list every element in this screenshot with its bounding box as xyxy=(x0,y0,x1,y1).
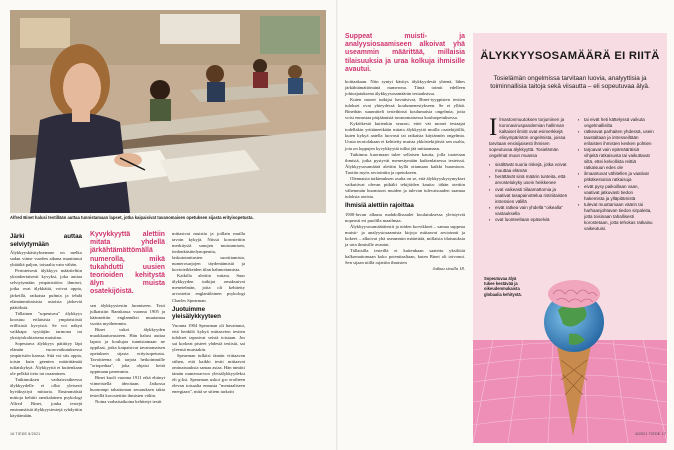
paragraph: Binet kuoli vuonna 1911 eikä ehtinyt viimeistellä ideoitaan. Jatkossa huonompi tahattoman seurauksen takia testeillä korostettiin ihmisten väliin. xyxy=(90,375,165,399)
paragraph: Vuonna 1904 Spearman oli havainnut, että henkilö kykyä mittaavien testien tulokset tapasivat seistä toisiaan. Jos sai korkeat pisteet yhdestä testistä, sai yleensä muistakin. xyxy=(172,322,245,352)
paragraph: Sopeutuva älykkyys pätittiyy läpi elämän vuorovaikutuksessa ympäristön kanssa. Sitä voi siis oppia, toisin kuin geenien määrittämää tuliaiskykyä. Älykkyyttä ei kuitenkaan ole pelkkä tieto tai osaaminen. xyxy=(10,340,82,377)
bullet-item: ▪ ovat luonteeltaan epäselviä xyxy=(489,217,571,223)
bullet-item: ▪ tai eivät heti kättelyssä vaikuta ongelmallisilta xyxy=(578,117,654,129)
pull-quote-left: Kyvykkyyttä alettiin mitata yhdellä järkähtämättömällä numerolla, mikä tukahdutti uusien teorioiden kehitystä älyn muista osatekijöistä. xyxy=(90,231,165,296)
paragraph: Spearman tulkitsi tämän viittaavan siihen, että kaikki testit mittaavat ominaisuuksia samaa asiaa. Hän nimitti tämän numeroarvon yleisälykkyydeksi eli g:ksi. Spearman uskoi g:n eroiheen elevan toisaalta ennusta "mentaaliseen energiaan", mitä se sittem tarkoitt xyxy=(172,352,245,395)
sidebar-column-right xyxy=(578,117,654,232)
heading-jarki: Järki auttaa selviytymään xyxy=(10,233,82,248)
paragraph: Tällainen "sopeutuva" älykkyys koostuu erilaisista ympäristöstä erillisistä kyvyistä. Se voi näkyä vaikkapa syyttäjän tarmona tai yksityiskohtaisena muistina. xyxy=(10,310,82,340)
illustration-caption: Sopeutuvaa älyä tukee kestävää ja oikeudenmukaista globaalia kehitystä. xyxy=(484,276,522,297)
heading-rajoittaa: Ihmisiä alettiin rajoittaa xyxy=(345,201,414,209)
sidebar-lead: Tosielämän ongelmissa tarvitaan luovia, analyyttisia ja toiminnallisia taitoja sekä viisautta – eli sopeutuvaa älyä. xyxy=(490,75,650,91)
paragraph: Älykkyyskäsityksemme on melko sadan viime vuoden aikana muuttunut yhtäältä paljon, toisaalta vain vähän. xyxy=(10,250,82,268)
paragraph: Perinteisesti älykkyys määriteltiin yksinkertaisesti kyvyksi, joka auttaa selviytymään ympäristöön: ihmiset, jotka ovat älykkäitä, voivat oppia, järkeillä, ratkaista pulmia ja tehdä elämänmittaisista asioista järkeviä päätöksiä. xyxy=(10,268,82,310)
paragraph: 1900-luvun alkuna mahdollisuudet koulutuksessa yleistyivät nopeasti eri puolilla maailmaa. xyxy=(345,211,465,223)
bullet-item: ▪ ratkeavat parhaiten yhdessä, usein taustaltaan ja intresseiltään erilaisten ihmisten kesken pohtien xyxy=(578,129,654,147)
paragraph: Tutkimus kuormaan tulee sellaisen kautta, jolla tuotetaan ihmisiä, jotka pystyvät menestymään kaikenlaisessa testeissä. Älykkyysosamäärä alettiin kyllä ottamaan kaikki huomioon. Tuotiin myös arviointiin ja opetukseen. xyxy=(345,151,465,175)
paragraph: Tutkimuksen varhaisvaiheessa älykkyydelle ei ollut yleisesti hyväksyttyä mittaria. Ensimmäisiä mittoja kehitti ranskalainen psykologi Alfred Binet, jonka testejä ensimmäisiä älykkyystestejä ryhdyttiin käyttämään. xyxy=(10,377,82,419)
bullet-item: ▪ ovat vaikeasti tiilaamattomia ja vaativat tasapainottelua ristiriitaisten intressien välillä xyxy=(489,187,571,205)
left-column-2 xyxy=(90,231,165,405)
left-column-1 xyxy=(10,231,82,420)
bullet-item: ▪ tulevat muuttamaan väärin tai harhaanjohtavan tiedon sirpaleita, jotta toisinaan tahallisesti korostetaan, jotta tehokas ratkaisu vaikeutuisi. xyxy=(578,202,654,232)
sidebar-title: ÄLYKKYYSOSAMÄÄRÄ EI RIITÄ xyxy=(480,50,660,62)
bullet-item: ▪ eivät pysy paikoillaan vaan, vaativat jatkuvasti tiedon hakemista ja ylläpitämistä xyxy=(578,184,654,202)
classroom-photo xyxy=(10,10,326,213)
bullet-item: ▪ ilmaantuvat vähitellen ja vaativat pitkäkestoisia ratkaisuja xyxy=(578,171,654,183)
paragraph: Binet uskoi älykkyyden muokkautuvuuteen. Hän halusi auttaa lapsia ja koulujaa tunnistamaan ne oppilaat, jotka kaipaisivat tavanomaisen opetuksen sijasta erityisopetusta. Tavoitteena oli tarjota heikoimmille "ortopediaa", joka ohjaisi heitä oppimaan paremmin. xyxy=(90,326,165,375)
paragraph: koittaakaan. Niin syntyi käsitys älykkyydestä yhtenä, lähes järkähtämättömänä numerona. Tämä toimii edelleen johtoajatuksena älykkyysosamäärän testauksissa. xyxy=(345,79,465,97)
paragraph: Älykkyysosamäärätestit ja niiden korvikkeet – samaa suppeaa muisti- ja analyysiosaamista kirjoja mittaavat arvioinnit ja kokeet – alkoivat yhä useammin määrittää, millaisia tilaisuuksia ja uria ihmisille avautui. xyxy=(345,223,465,247)
heading-yleisalykkyys: Juotuimme yleisälykkyyteen xyxy=(172,305,221,321)
paragraph: sen älykkyystestin luomiseen. Testi julkaistiin Ranskassa vuonna 1905 ja käännettiin englanniksi muutamaa vuotta myöhemmin. xyxy=(90,302,165,326)
sidebar-intro: lmastonmuutoksen torjuminen ja koronaviruspandemian hallinnan kaltaiset ilmiöt ovat esimerkkejä elinympäristön ongelmista, joissa tarvitaan ensisijaisesti ihmisen sopeutuvaa älykkyyttä. Tosielämän ongelmat muun muassa xyxy=(489,117,566,159)
pull-quote-right: Suppeat muisti- ja analyysiosaamiseen alkoivat yhä useammin määrittää, millaisia tilaisuuksia ja uraa kolkuja ihmisille avautui. xyxy=(345,33,465,73)
bullet-item: ▪ sisältävät suuria riskejä, jotka voivat muuttaa elämän xyxy=(489,162,571,174)
photo-caption: Alfred Binet halusi testillään auttaa tunnistamaan lapset, jotka kaipaisivat tavanomaisen opetuksen sijasta erityisopetusta. xyxy=(10,215,254,220)
right-column xyxy=(345,33,465,272)
bullet-item: ▪ herättävät sinä määrin tunteita, että arvostelukyky usein heikkenee xyxy=(489,174,571,186)
paragraph: Kaikilla alettiin mitata. Suur älykkyyden tutkijat omaksuivat menetelmän, joita oli kehitetty arvostettu englantilainen psykologi Charles Spearman. xyxy=(172,273,245,303)
paragraph: mittasivat muistia ja joillain muilla tavoin kykyjä. Niissä korostettiin merkitystä sanojen muistamisen, tiedonkäsittelynopeutta, laskutoimitusten suorittamista, numerosarjojen täydentämistä ja kuvioteikkeiden tilan hahmottamista. xyxy=(172,231,245,273)
sidebar-column-left xyxy=(489,114,571,223)
drop-cap: I xyxy=(489,114,498,141)
continue-note: Jatkuu sivulla 18. xyxy=(432,265,465,271)
page-gutter xyxy=(336,0,338,450)
bullet-item: ▪ eivät ratkea vain yhdellä "oikealla" vastauksella xyxy=(489,205,571,217)
left-column-3 xyxy=(172,231,245,395)
paragraph: Kyköikestä kuitenkin seurasi, ettei vät monet testaajat todellakin yrittäneetkään mitata älykkyyttä muilla osatekijöillä, kuten kykyä aatella luovasti tai ratkaista käytännön ongelmia. Uusia teoriolakaan ei kehitetty muista ykköstekijöistä sen osalta, jota on loppujen kyvykkyyttä tullut jää mittaamaan. xyxy=(345,121,465,151)
paragraph: Noina varhaisaikoina kehitetyt testit xyxy=(95,399,162,405)
bullet-item: ▪ tarjoavat vain epämääräisiä vihjeitä ratkaisusta tai vaikuttavat siltä, ettei kelvollista reittiä ratkaisuun edes ole xyxy=(578,147,654,171)
folio-right: 8/2021 TIEDE 17 xyxy=(635,432,666,436)
paragraph: Olennaista tutkimuksen osalta on se, että älykkyyskysymykset vaikuttivat olevan pitkälti tekijöiden kautta: tähän otettiin vähemmän huomioon muiden ja tulevan tulevaisuuden saamaa tuloksia aseista. xyxy=(345,175,465,199)
paragraph: Kuten monet tutkijat havaitsivat, Binet-tyyppisten testien tulokset ovat yhteydessä koulumenestykseen. Se ei yllätä. Binethän suunnitteli testeihinsä koulumaisia ongelmia, jotta voisi ennustaa pärjäämistä tavanomaisessa kouluopetuksessa. xyxy=(345,97,465,121)
folio-left: 16 TIEDE 8/2021 xyxy=(10,432,41,436)
paragraph: Tällaisilla testeillä ei kuitenkaan saatettu yksilöitä halkomattomaan koko potentiaaliaan, kuten Binet oli toivonut. Sen sijaan niillä rajattiin ihmisten xyxy=(345,247,465,265)
